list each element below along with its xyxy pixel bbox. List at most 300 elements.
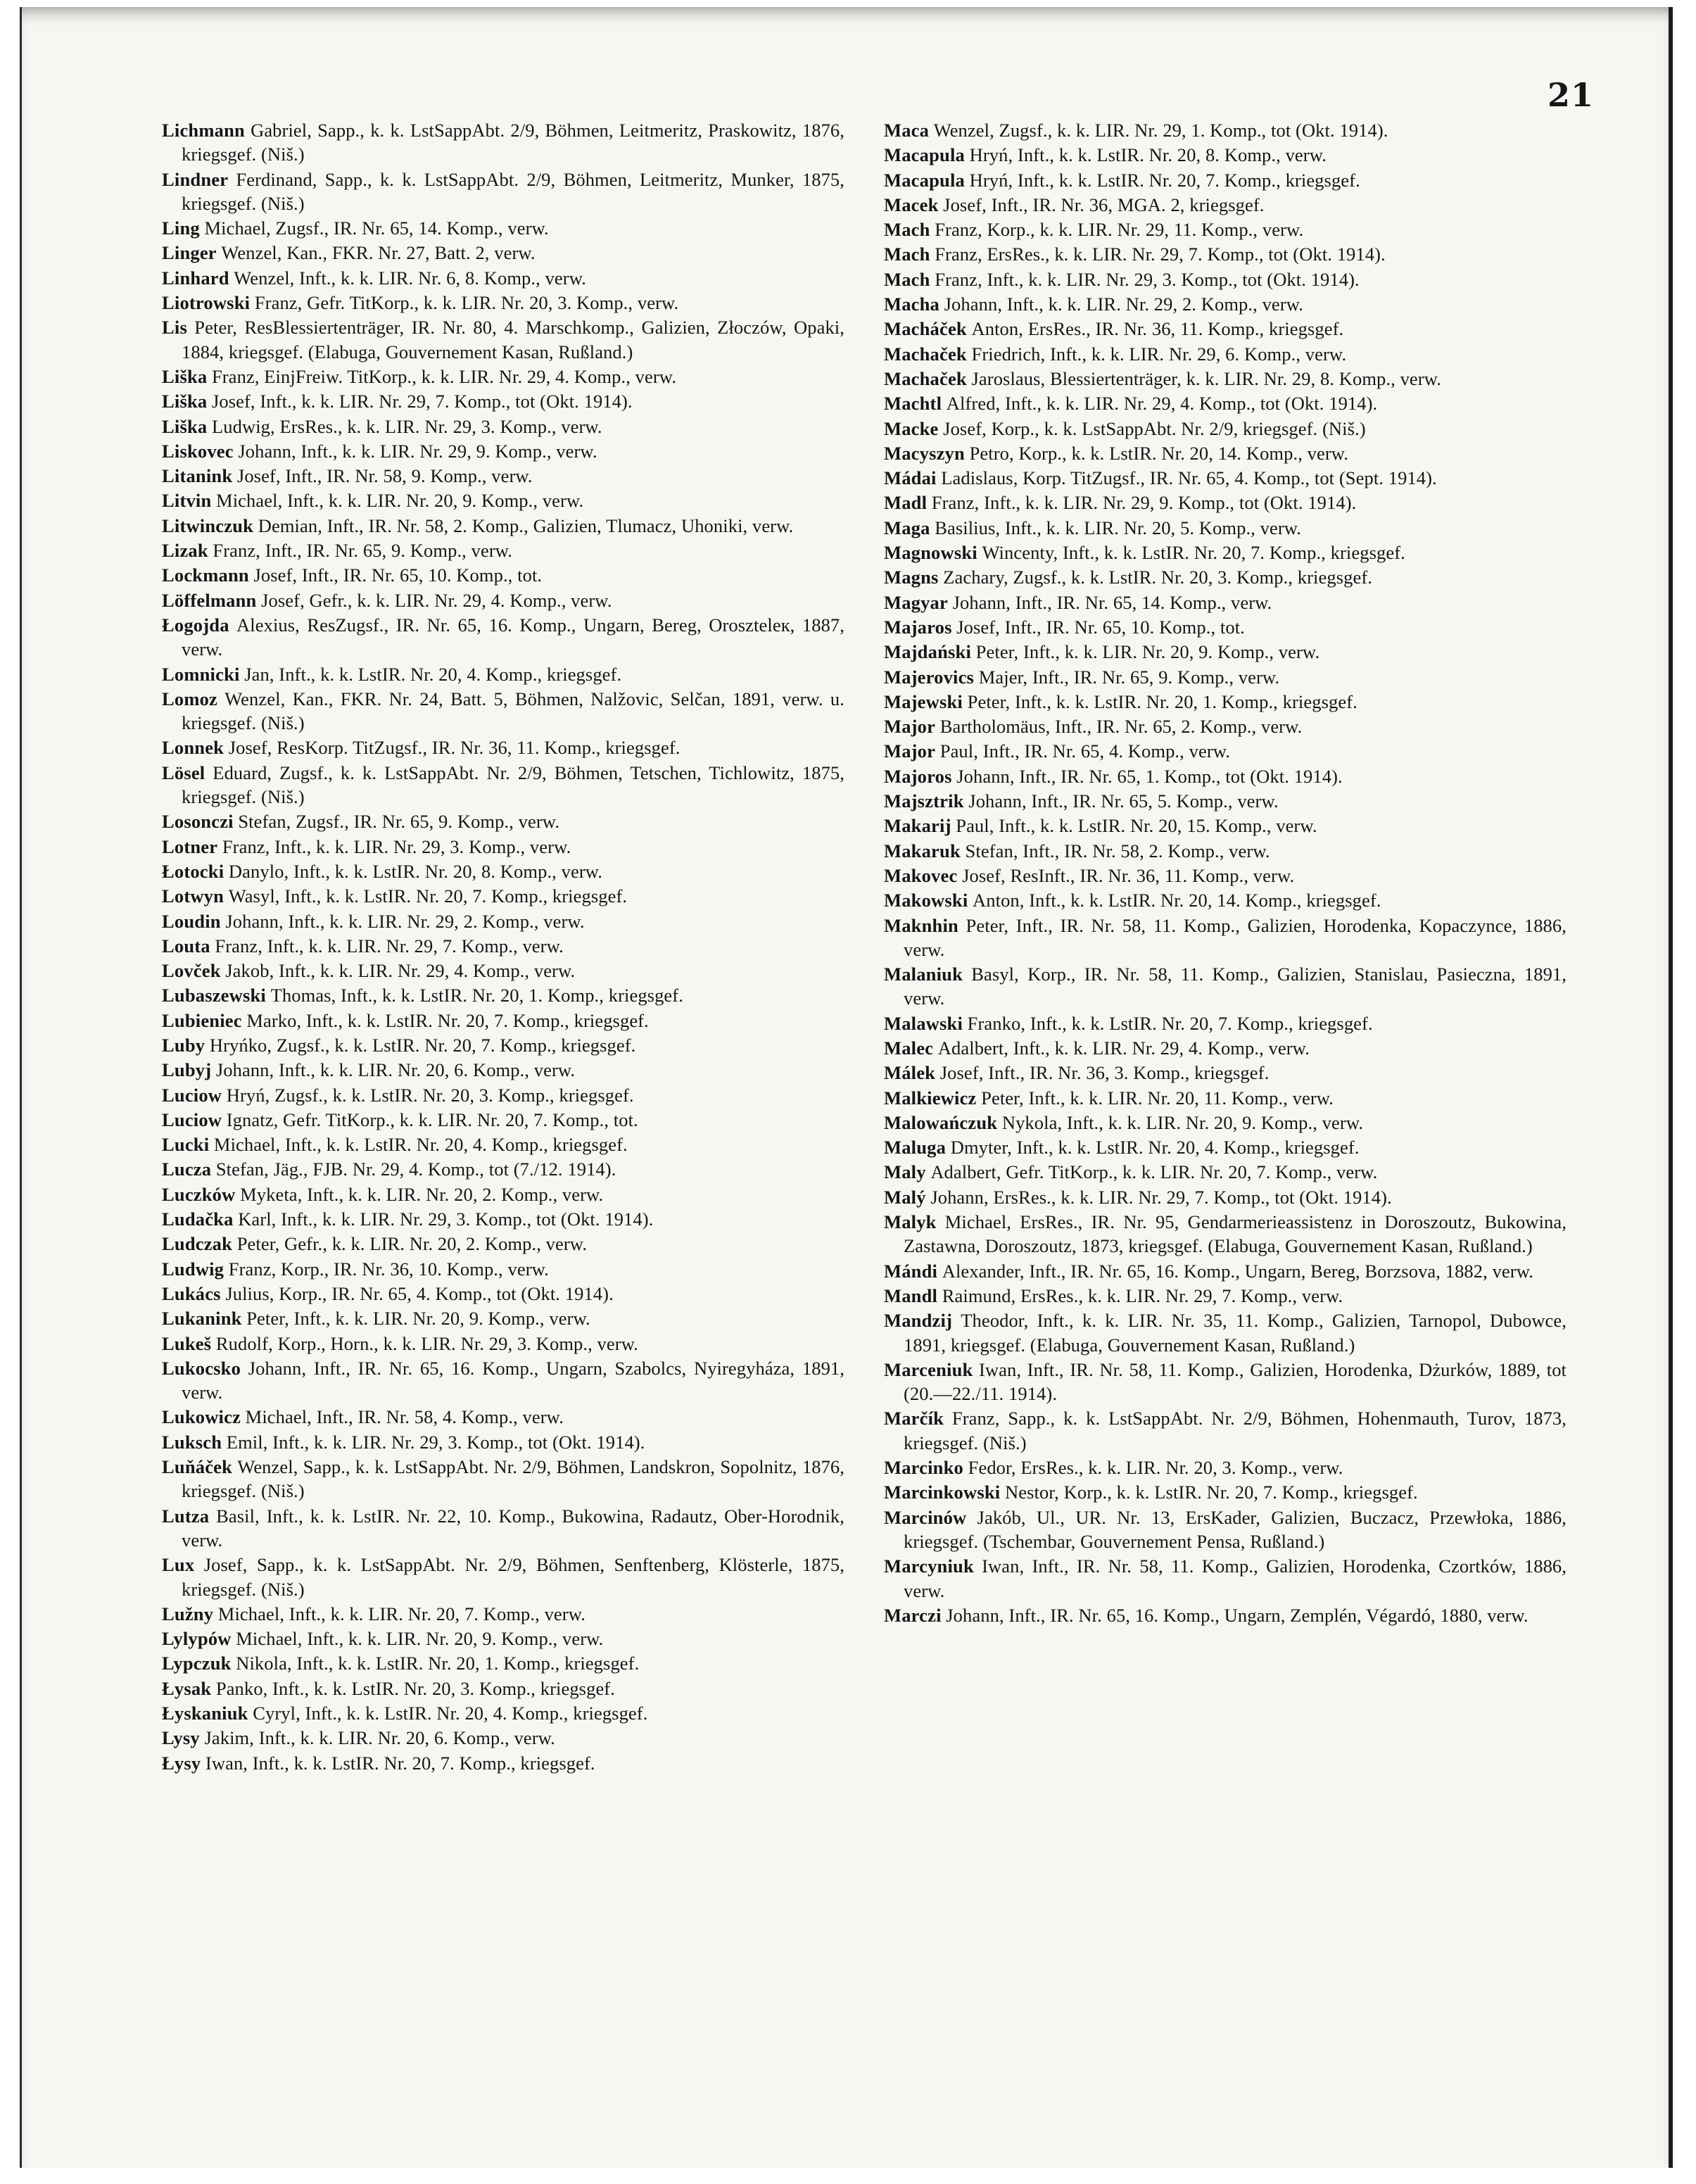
casualty-entry	[884, 690, 1567, 714]
surname: Macha	[884, 293, 940, 315]
surname: Lukanink	[162, 1308, 242, 1330]
entry-details: Franz, Inft., k. k. LIR. Nr. 29, 3. Komp., verw.	[222, 835, 571, 857]
surname: Mach	[884, 219, 930, 241]
surname: Luczków	[162, 1183, 236, 1205]
surname: Macke	[884, 417, 939, 439]
entry-details: Basyl, Korp., IR. Nr. 58, 11. Komp., Galizien, Stanislau, Pasieczna, 1891, verw.	[904, 964, 1567, 1009]
entry-details: Theodor, Inft., k. k. LIR. Nr. 35, 11. Komp., Galizien, Tarnopol, Dubowce, 1891, kriegsgef. (Elabuga, Gouvernement Kasan, Rußland.)	[904, 1310, 1567, 1356]
casualty-entry	[162, 736, 844, 759]
entry-details: Peter, Gefr., k. k. LIR. Nr. 20, 2. Komp., verw.	[236, 1233, 588, 1255]
surname: Lomnicki	[162, 663, 240, 685]
casualty-entry	[884, 565, 1567, 589]
casualty-entry	[884, 193, 1567, 217]
surname: Lucza	[162, 1159, 212, 1180]
surname: Łysy	[162, 1752, 201, 1774]
surname: Liška	[162, 415, 208, 437]
casualty-entry	[162, 1405, 844, 1429]
surname: Lichmann	[162, 120, 245, 141]
casualty-entry	[884, 1135, 1567, 1159]
entry-details: Thomas, Inft., k. k. LstIR. Nr. 20, 1. Komp., kriegsgef.	[270, 985, 683, 1006]
entry-details: Paul, Inft., IR. Nr. 65, 4. Komp., verw.	[939, 740, 1230, 762]
entry-details: Franz, Inft., k. k. LIR. Nr. 29, 9. Komp., tot (Okt. 1914).	[931, 492, 1357, 514]
casualty-entry	[162, 266, 844, 290]
casualty-entry	[162, 1257, 844, 1281]
casualty-entry	[162, 959, 844, 983]
surname: Lubyj	[162, 1059, 212, 1081]
entry-details: Peter, Inft., IR. Nr. 58, 11. Komp., Galizien, Horodenka, Kopaczynce, 1886, verw.	[904, 914, 1567, 960]
casualty-entry	[162, 1553, 844, 1601]
surname: Majoros	[884, 765, 952, 787]
casualty-entry	[884, 591, 1567, 614]
surname: Lysy	[162, 1727, 200, 1749]
casualty-entry	[162, 241, 844, 265]
casualty-entry	[162, 1282, 844, 1306]
casualty-entry	[162, 1332, 844, 1356]
entry-details: Michael, Inft., k. k. LIR. Nr. 20, 7. Komp., verw.	[217, 1603, 586, 1624]
surname: Linhard	[162, 267, 229, 289]
casualty-entry	[162, 389, 844, 413]
entry-details: Myketa, Inft., k. k. LIR. Nr. 20, 2. Komp., verw.	[240, 1183, 604, 1205]
surname: Lukowicz	[162, 1406, 241, 1428]
surname: Makovec	[884, 864, 958, 886]
surname: Loudin	[162, 910, 221, 932]
entry-details: Alfred, Inft., k. k. LIR. Nr. 29, 4. Komp., tot (Okt. 1914).	[946, 393, 1378, 415]
surname: Louta	[162, 935, 210, 957]
entry-details: Wenzel, Kan., FKR. Nr. 24, Batt. 5, Böhmen, Nalžovic, Selčan, 1891, verw. u. kriegsgef. (Niš.)	[182, 688, 845, 734]
surname: Majewski	[884, 690, 963, 712]
entry-details: Josef, Inft., IR. Nr. 65, 10. Komp., tot.	[253, 564, 543, 586]
casualty-entry	[162, 488, 844, 512]
casualty-entry	[162, 1306, 844, 1330]
surname: Lylypów	[162, 1628, 232, 1650]
surname: Litwinczuk	[162, 515, 254, 536]
entry-details: Peter, Inft., k. k. LIR. Nr. 20, 9. Komp., verw.	[246, 1308, 590, 1330]
surname: Lukács	[162, 1282, 221, 1304]
entry-details: Hryńko, Zugsf., k. k. LstIR. Nr. 20, 7. Komp., kriegsgef.	[209, 1034, 636, 1056]
surname: Łotocki	[162, 860, 224, 882]
surname: Lizak	[162, 540, 208, 562]
surname: Maly	[884, 1161, 926, 1183]
surname: Łogojda	[162, 614, 229, 636]
surname: Lypczuk	[162, 1653, 232, 1674]
casualty-entry	[884, 118, 1567, 142]
casualty-entry	[162, 1083, 844, 1107]
surname: Ludwig	[162, 1258, 224, 1280]
surname: Mach	[884, 244, 930, 265]
entry-details: Cyryl, Inft., k. k. LstIR. Nr. 20, 4. Komp., kriegsgef.	[253, 1703, 648, 1724]
casualty-entry	[162, 1033, 844, 1057]
surname: Machtl	[884, 393, 942, 415]
left-column	[162, 118, 844, 1776]
entry-details: Iwan, Inft., k. k. LstIR. Nr. 20, 7. Komp., kriegsgef.	[205, 1752, 595, 1774]
surname: Major	[884, 716, 936, 738]
entry-details: Eduard, Zugsf., k. k. LstSappAbt. Nr. 2/9, Böhmen, Tetschen, Tichlowitz, 1875, kriegsgef. (Niš.)	[182, 762, 845, 808]
entry-details: Majer, Inft., IR. Nr. 65, 9. Komp., verw.	[978, 666, 1280, 688]
entry-details: Wenzel, Zugsf., k. k. LIR. Nr. 29, 1. Komp., tot (Okt. 1914).	[933, 120, 1388, 141]
casualty-entry	[884, 1554, 1567, 1603]
surname: Magnowski	[884, 542, 977, 564]
entry-details: Franz, Korp., k. k. LIR. Nr. 29, 11. Komp., verw.	[935, 219, 1304, 241]
surname: Makarij	[884, 815, 951, 837]
surname: Malec	[884, 1037, 934, 1059]
surname: Linger	[162, 242, 217, 264]
casualty-entry	[162, 415, 844, 438]
entry-details: Nestor, Korp., k. k. LstIR. Nr. 20, 7. Komp., kriegsgef.	[1004, 1482, 1418, 1503]
surname: Macháček	[884, 318, 967, 340]
casualty-entry	[884, 814, 1567, 838]
entry-details: Franz, Sapp., k. k. LstSappAbt. Nr. 2/9, Böhmen, Hohenmauth, Turov, 1873, kriegsgef. (Niš.)	[904, 1408, 1567, 1453]
surname: Malý	[884, 1186, 926, 1208]
entry-details: Adalbert, Gefr. TitKorp., k. k. LIR. Nr. 20, 7. Komp., verw.	[930, 1161, 1378, 1183]
entry-details: Michael, Inft., k. k. LIR. Nr. 20, 9. Komp., verw.	[216, 490, 584, 512]
casualty-entry	[162, 884, 844, 908]
entry-details: Marko, Inft., k. k. LstIR. Nr. 20, 7. Komp., kriegsgef.	[246, 1009, 649, 1031]
entry-details: Franz, Gefr. TitKorp., k. k. LIR. Nr. 20, 3. Komp., verw.	[254, 292, 679, 314]
entry-details: Josef, Inft., IR. Nr. 58, 9. Komp., verw.	[236, 465, 533, 487]
surname: Lubieniec	[162, 1009, 242, 1031]
casualty-entry	[884, 714, 1567, 738]
surname: Marcinko	[884, 1457, 963, 1479]
surname: Madl	[884, 492, 928, 514]
entry-details: Paul, Inft., k. k. LstIR. Nr. 20, 15. Komp., verw.	[956, 815, 1317, 837]
surname: Lomoz	[162, 688, 218, 709]
casualty-entry	[884, 1259, 1567, 1283]
casualty-entry	[884, 962, 1567, 1011]
entry-details: Franz, Inft., k. k. LIR. Nr. 29, 7. Komp., verw.	[215, 935, 564, 957]
entry-details: Raimund, ErsRes., k. k. LIR. Nr. 29, 7. Komp., verw.	[942, 1284, 1343, 1306]
surname: Luksch	[162, 1431, 222, 1453]
entry-details: Johann, Inft., IR. Nr. 65, 5. Komp., verw.	[968, 790, 1279, 812]
surname: Liška	[162, 391, 208, 412]
entry-details: Peter, Inft., k. k. LIR. Nr. 20, 9. Komp., verw.	[975, 641, 1320, 663]
casualty-entry	[162, 1504, 844, 1553]
entry-details: Adalbert, Inft., k. k. LIR. Nr. 29, 4. Komp., verw.	[937, 1037, 1310, 1059]
surname: Lubaszewski	[162, 985, 266, 1006]
entry-details: Peter, ResBlessiertenträger, IR. Nr. 80, 4. Marschkomp., Galizien, Złoczów, Opaki, 1884, kriegsgef. (Elabuga, Gouvernement Kasan, Rußland.)	[182, 317, 844, 362]
entry-details: Dmyter, Inft., k. k. LstIR. Nr. 20, 4. Komp., kriegsgef.	[950, 1137, 1360, 1159]
surname: Ludačka	[162, 1208, 234, 1230]
surname: Litanink	[162, 465, 233, 487]
entry-details: Michael, Zugsf., IR. Nr. 65, 14. Komp., verw.	[204, 217, 549, 239]
entry-details: Johann, Inft., IR. Nr. 65, 16. Komp., Ungarn, Zemplén, Végardó, 1880, verw.	[946, 1604, 1529, 1626]
entry-details: Jakób, Ul., UR. Nr. 13, ErsKader, Galizien, Buczacz, Przewłoka, 1886, kriegsgef. (Tschembar, Gouvernement Pensa, Rußland.)	[904, 1506, 1567, 1552]
entry-details: Michael, Inft., IR. Nr. 58, 4. Komp., verw.	[245, 1406, 564, 1428]
casualty-entry	[162, 1232, 844, 1256]
surname: Makowski	[884, 890, 968, 911]
casualty-entry	[884, 143, 1567, 167]
casualty-entry	[162, 859, 844, 883]
surname: Malawski	[884, 1012, 963, 1034]
surname: Maga	[884, 517, 930, 538]
casualty-entry	[884, 1603, 1567, 1627]
casualty-entry	[884, 764, 1567, 788]
casualty-entry	[162, 1455, 844, 1503]
surname: Marceniuk	[884, 1358, 973, 1380]
entry-details: Bartholomäus, Inft., IR. Nr. 65, 2. Komp., verw.	[939, 716, 1303, 738]
casualty-entry	[884, 1506, 1567, 1554]
surname: Mandzij	[884, 1310, 953, 1332]
entry-details: Johann, Inft., k. k. LIR. Nr. 29, 2. Komp., verw.	[944, 293, 1303, 315]
surname: Majsztrik	[884, 790, 964, 812]
surname: Lockmann	[162, 564, 249, 586]
casualty-entry	[884, 317, 1567, 341]
entry-details: Anton, ErsRes., IR. Nr. 36, 11. Komp., kriegsgef.	[971, 318, 1344, 340]
entry-details: Josef, Inft., IR. Nr. 36, 3. Komp., kriegsgef.	[939, 1062, 1270, 1084]
surname: Magns	[884, 567, 939, 588]
entry-details: Franz, EinjFreiw. TitKorp., k. k. LIR. Nr. 29, 4. Komp., verw.	[211, 365, 677, 387]
surname: Lukeš	[162, 1332, 212, 1354]
casualty-entry	[162, 1182, 844, 1206]
surname: Machaček	[884, 367, 967, 389]
casualty-entry	[162, 934, 844, 958]
surname: Ludczak	[162, 1233, 233, 1255]
casualty-entry	[162, 983, 844, 1007]
entry-details: Josef, Gefr., k. k. LIR. Nr. 29, 4. Komp., verw.	[261, 589, 612, 611]
casualty-entry	[884, 789, 1567, 813]
entry-details: Ferdinand, Sapp., k. k. LstSappAbt. 2/9, Böhmen, Leitmeritz, Munker, 1875, kriegsgef. (Niš.)	[182, 168, 845, 214]
entry-details: Hryń, Inft., k. k. LstIR. Nr. 20, 8. Komp., verw.	[969, 144, 1327, 166]
entry-details: Wenzel, Sapp., k. k. LstSappAbt. Nr. 2/9, Böhmen, Landskron, Sopolnitz, 1876, kriegsgef. (Niš.)	[182, 1456, 845, 1502]
surname: Luciow	[162, 1109, 222, 1130]
surname: Luby	[162, 1034, 205, 1056]
surname: Mandl	[884, 1284, 938, 1306]
entry-details: Josef, Sapp., k. k. LstSappAbt. Nr. 2/9, Böhmen, Senftenberg, Klösterle, 1875, kriegsgef. (Niš.)	[182, 1554, 845, 1600]
casualty-entry	[884, 864, 1567, 888]
casualty-entry	[884, 441, 1567, 465]
surname: Marczi	[884, 1604, 942, 1626]
casualty-entry	[162, 1207, 844, 1231]
casualty-entry	[884, 541, 1567, 564]
casualty-entry	[884, 516, 1567, 540]
entry-details: Josef, ResKorp. TitZugsf., IR. Nr. 36, 11. Komp., kriegsgef.	[228, 737, 681, 759]
surname: Liotrowski	[162, 292, 251, 314]
casualty-entry	[162, 291, 844, 315]
surname: Lonnek	[162, 737, 224, 759]
surname: Marcinów	[884, 1506, 967, 1528]
entry-details: Danylo, Inft., k. k. LstIR. Nr. 20, 8. Komp., verw.	[228, 860, 603, 882]
surname: Lovček	[162, 960, 221, 982]
entry-details: Wenzel, Kan., FKR. Nr. 27, Batt. 2, verw.	[221, 242, 536, 264]
casualty-entry	[884, 466, 1567, 490]
casualty-entry	[162, 216, 844, 240]
entry-details: Johann, Inft., IR. Nr. 65, 14. Komp., verw.	[952, 591, 1272, 613]
entry-details: Basilius, Inft., k. k. LIR. Nr. 20, 5. Komp., verw.	[935, 517, 1302, 538]
surname: Majdański	[884, 641, 972, 663]
casualty-entry	[884, 267, 1567, 291]
casualty-entry	[884, 1185, 1567, 1209]
entry-details: Zachary, Zugsf., k. k. LstIR. Nr. 20, 3. Komp., kriegsgef.	[943, 567, 1372, 588]
entry-details: Stefan, Zugsf., IR. Nr. 65, 9. Komp., verw.	[238, 811, 560, 833]
surname: Lucki	[162, 1134, 210, 1156]
entry-details: Jan, Inft., k. k. LstIR. Nr. 20, 4. Komp., kriegsgef.	[244, 663, 622, 685]
casualty-entry	[162, 315, 844, 364]
surname: Maknhin	[884, 914, 958, 936]
entry-details: Petro, Korp., k. k. LstIR. Nr. 20, 14. Komp., verw.	[969, 442, 1349, 464]
casualty-entry	[162, 1157, 844, 1181]
surname: Magyar	[884, 591, 948, 613]
casualty-entry	[884, 665, 1567, 689]
entry-details: Hryń, Zugsf., k. k. LstIR. Nr. 20, 3. Komp., kriegsgef.	[226, 1084, 634, 1106]
surname: Maca	[884, 120, 930, 141]
entry-details: Wasyl, Inft., k. k. LstIR. Nr. 20, 7. Komp., kriegsgef.	[228, 885, 628, 907]
entry-details: Michael, ErsRes., IR. Nr. 95, Gendarmerieassistenz in Doroszoutz, Bukowina, Zastawna, Doroszoutz, 1873, kriegsgef. (Elabuga, Gouvernement Kasan, Rußland.)	[904, 1211, 1567, 1257]
casualty-entry	[162, 464, 844, 488]
surname: Makaruk	[884, 840, 961, 861]
page-number: 21	[1548, 76, 1595, 114]
surname: Marčík	[884, 1408, 944, 1429]
entry-details: Friedrich, Inft., k. k. LIR. Nr. 29, 6. Komp., verw.	[971, 343, 1347, 365]
entry-details: Jakob, Inft., k. k. LIR. Nr. 29, 4. Komp., verw.	[225, 960, 576, 982]
entry-details: Franz, Inft., k. k. LIR. Nr. 29, 3. Komp., tot (Okt. 1914).	[935, 268, 1360, 290]
casualty-entry	[884, 739, 1567, 763]
surname: Losonczi	[162, 811, 234, 833]
surname: Malaniuk	[884, 964, 963, 985]
surname: Lužny	[162, 1603, 214, 1624]
casualty-entry	[162, 1677, 844, 1700]
casualty-entry	[884, 615, 1567, 639]
surname: Lukocsko	[162, 1357, 241, 1379]
casualty-entry	[884, 1160, 1567, 1184]
entry-details: Jaroslaus, Blessiertenträger, k. k. LIR. Nr. 29, 8. Komp., verw.	[971, 367, 1441, 389]
casualty-entry	[162, 613, 844, 662]
casualty-entry	[884, 417, 1567, 441]
casualty-entry	[162, 439, 844, 463]
casualty-entry	[884, 914, 1567, 962]
surname: Mándi	[884, 1260, 938, 1282]
surname: Maluga	[884, 1137, 947, 1159]
casualty-entry	[162, 514, 844, 538]
entry-details: Peter, Inft., k. k. LIR. Nr. 20, 11. Komp., verw.	[981, 1087, 1334, 1109]
surname: Majaros	[884, 616, 952, 638]
entry-details: Josef, Inft., IR. Nr. 65, 10. Komp., tot.	[956, 616, 1245, 638]
surname: Málek	[884, 1062, 936, 1084]
surname: Malkiewicz	[884, 1087, 977, 1109]
casualty-entry	[162, 1132, 844, 1156]
surname: Macapula	[884, 169, 965, 191]
casualty-entry	[162, 1602, 844, 1626]
surname: Lotner	[162, 835, 218, 857]
casualty-entry	[884, 1358, 1567, 1406]
right-column	[884, 118, 1567, 1628]
entry-details: Franz, Korp., IR. Nr. 36, 10. Komp., verw.	[228, 1258, 549, 1280]
casualty-entry	[162, 1627, 844, 1650]
surname: Lindner	[162, 168, 229, 190]
casualty-entry	[884, 1086, 1567, 1110]
casualty-entry	[884, 1406, 1567, 1455]
casualty-entry	[884, 1210, 1567, 1258]
casualty-entry	[884, 1456, 1567, 1479]
entry-details: Ludwig, ErsRes., k. k. LIR. Nr. 29, 3. Komp., verw.	[211, 415, 602, 437]
surname: Luňáček	[162, 1456, 233, 1478]
casualty-entry	[162, 118, 844, 167]
entry-details: Michael, Inft., k. k. LstIR. Nr. 20, 4. Komp., kriegsgef.	[213, 1134, 628, 1156]
casualty-entry	[884, 839, 1567, 863]
surname: Łyskaniuk	[162, 1703, 248, 1724]
surname: Marcyniuk	[884, 1555, 974, 1577]
casualty-entry	[162, 1651, 844, 1675]
entry-details: Ignatz, Gefr. TitKorp., k. k. LIR. Nr. 20, 7. Komp., tot.	[226, 1109, 638, 1130]
surname: Lotwyn	[162, 885, 224, 907]
entry-details: Jakim, Inft., k. k. LIR. Nr. 20, 6. Komp., verw.	[204, 1727, 555, 1749]
casualty-entry	[884, 640, 1567, 664]
entry-details: Nikola, Inft., k. k. LstIR. Nr. 20, 1. Komp., kriegsgef.	[236, 1653, 640, 1674]
casualty-entry	[884, 1036, 1567, 1060]
entry-details: Johann, Inft., k. k. LIR. Nr. 20, 6. Komp., verw.	[215, 1059, 576, 1081]
casualty-entry	[884, 1011, 1567, 1035]
casualty-entry	[884, 342, 1567, 366]
entry-details: Franko, Inft., k. k. LstIR. Nr. 20, 7. Komp., kriegsgef.	[967, 1012, 1373, 1034]
casualty-entry	[162, 538, 844, 562]
surname: Ling	[162, 217, 200, 239]
entry-details: Alexander, Inft., IR. Nr. 65, 16. Komp., Ungarn, Bereg, Borzsova, 1882, verw.	[942, 1260, 1533, 1282]
casualty-entry	[162, 1430, 844, 1454]
surname: Mádai	[884, 467, 937, 489]
surname: Löffelmann	[162, 589, 257, 611]
entry-details: Stefan, Jäg., FJB. Nr. 29, 4. Komp., tot (7./12. 1914).	[215, 1159, 616, 1180]
casualty-entry	[162, 365, 844, 389]
entry-details: Panko, Inft., k. k. LstIR. Nr. 20, 3. Komp., kriegsgef.	[215, 1677, 615, 1699]
entry-details: Josef, Korp., k. k. LstSappAbt. Nr. 2/9, kriegsgef. (Niš.)	[943, 417, 1366, 439]
casualty-entry	[162, 1751, 844, 1775]
entry-details: Johann, Inft., IR. Nr. 65, 1. Komp., tot (Okt. 1914).	[956, 765, 1343, 787]
surname: Malowańczuk	[884, 1111, 998, 1133]
casualty-entry	[162, 1108, 844, 1132]
entry-details: Iwan, Inft., IR. Nr. 58, 11. Komp., Galizien, Horodenka, Dżurków, 1889, tot (20.—22./11. 1914).	[904, 1358, 1567, 1405]
entry-details: Johann, ErsRes., k. k. LIR. Nr. 29, 7. Komp., tot (Okt. 1914).	[930, 1186, 1392, 1208]
casualty-entry	[162, 1701, 844, 1725]
entry-details: Emil, Inft., k. k. LIR. Nr. 29, 3. Komp., tot (Okt. 1914).	[226, 1431, 645, 1453]
surname: Lis	[162, 317, 187, 339]
casualty-entry	[162, 687, 844, 736]
casualty-entry	[884, 1480, 1567, 1504]
entry-details: Julius, Korp., IR. Nr. 65, 4. Komp., tot (Okt. 1914).	[225, 1282, 614, 1304]
surname: Liška	[162, 365, 208, 387]
entry-details: Stefan, Inft., IR. Nr. 58, 2. Komp., verw.	[965, 840, 1270, 861]
entry-details: Franz, Inft., IR. Nr. 65, 9. Komp., verw.	[213, 540, 512, 562]
casualty-entry	[884, 292, 1567, 316]
entry-details: Peter, Inft., k. k. LstIR. Nr. 20, 1. Komp., kriegsgef.	[967, 690, 1358, 712]
entry-details: Josef, ResInft., IR. Nr. 36, 11. Komp., verw.	[962, 864, 1295, 886]
entry-details: Michael, Inft., k. k. LIR. Nr. 20, 9. Komp., verw.	[236, 1628, 604, 1650]
entry-details: Nykola, Inft., k. k. LIR. Nr. 20, 9. Komp., verw.	[1001, 1111, 1364, 1133]
surname: Marcinkowski	[884, 1482, 1001, 1503]
entry-details: Hryń, Inft., k. k. LstIR. Nr. 20, 7. Komp., kriegsgef.	[969, 169, 1360, 191]
entry-details: Wenzel, Inft., k. k. LIR. Nr. 6, 8. Komp., verw.	[234, 267, 586, 289]
entry-details: Josef, Inft., k. k. LIR. Nr. 29, 7. Komp., tot (Okt. 1914).	[211, 391, 633, 412]
entry-details: Alexius, ResZugsf., IR. Nr. 65, 16. Komp., Ungarn, Bereg, Oroszteleк, 1887, verw.	[182, 614, 845, 660]
casualty-entry	[162, 1009, 844, 1033]
casualty-entry	[162, 1058, 844, 1082]
surname: Malyk	[884, 1211, 937, 1233]
entry-details: Josef, Inft., IR. Nr. 36, MGA. 2, kriegsgef.	[943, 194, 1265, 215]
casualty-entry	[884, 367, 1567, 391]
entry-details: Gabriel, Sapp., k. k. LstSappAbt. 2/9, Böhmen, Leitmeritz, Praskowitz, 1876, kriegsgef. (Niš.)	[182, 120, 844, 165]
entry-details: Johann, Inft., k. k. LIR. Nr. 29, 2. Komp., verw.	[225, 910, 585, 932]
entry-details: Franz, ErsRes., k. k. LIR. Nr. 29, 7. Komp., tot (Okt. 1914).	[935, 244, 1386, 265]
casualty-entry	[162, 1356, 844, 1405]
casualty-entry	[884, 242, 1567, 266]
surname: Major	[884, 740, 936, 762]
surname: Lösel	[162, 762, 205, 783]
surname: Lux	[162, 1554, 195, 1576]
surname: Machaček	[884, 343, 967, 365]
casualty-entry	[162, 761, 844, 809]
entry-details: Basil, Inft., k. k. LstIR. Nr. 22, 10. Komp., Bukowina, Radautz, Ober-Horodnik, verw.	[182, 1505, 845, 1551]
casualty-entry	[884, 491, 1567, 515]
surname: Macapula	[884, 144, 965, 166]
entry-details: Wincenty, Inft., k. k. LstIR. Nr. 20, 7. Komp., kriegsgef.	[982, 542, 1405, 564]
casualty-entry	[162, 662, 844, 686]
